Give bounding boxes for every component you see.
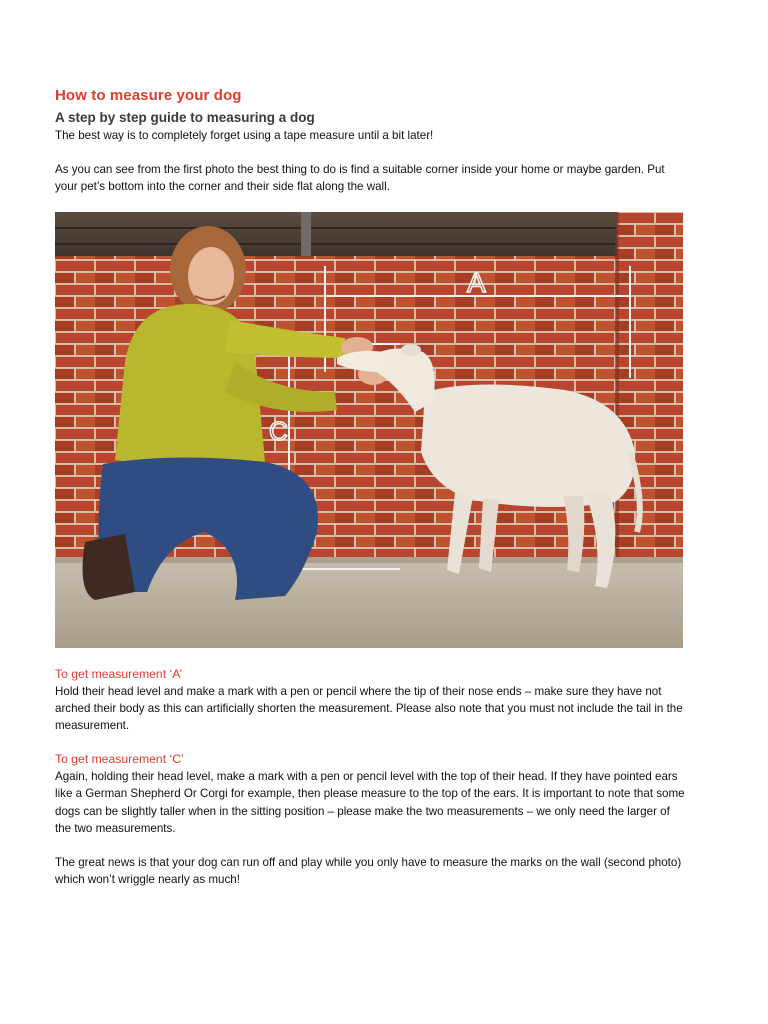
section-a-body: Hold their head level and make a mark with a pen or pencil where the tip of their nose ends – make sure they have not arched their body as this can artificially shorten the measurement. Please also note that you must not include the tail in the measurement.: [55, 684, 683, 733]
spacer: [55, 837, 685, 854]
page-title: How to measure your dog: [55, 87, 242, 104]
page-subtitle: A step by step guide to measuring a dog: [55, 110, 315, 125]
photo-container: [55, 212, 685, 648]
section-a-heading: To get measurement ‘A’: [55, 666, 183, 681]
section-c-heading: To get measurement ‘C’: [55, 752, 184, 767]
closing-paragraph: The great news is that your dog can run off and play while you only have to measure the marks on the wall (second photo) which won’t wriggle nearly as much!: [55, 856, 682, 887]
spacer: [55, 144, 685, 161]
section-c-body: Again, holding their head level, make a mark with a pen or pencil level with the top of their head. If they have pointed ears like a German Shepherd Or Corgi for example, then please measure to the top of the ears. It is important to note that some dogs can be slightly taller when in the sitting position – please make the two measurements – we only need the larger of the two measurements.: [55, 770, 685, 835]
label-a: A: [467, 266, 486, 298]
fence-background: [55, 212, 683, 260]
dog-measurement-photo: [55, 212, 683, 648]
corner-paragraph: As you can see from the first photo the best thing to do is find a suitable corner inside your home or maybe garden. Put your pet’s bottom into the corner and their side flat along the wall.: [55, 163, 665, 194]
intro-paragraph: The best way is to completely forget using a tape measure until a bit later!: [55, 129, 434, 142]
spacer: [55, 734, 685, 751]
label-c: C: [269, 415, 288, 446]
brick-pillar: [617, 212, 683, 584]
document-page: [55, 86, 685, 888]
